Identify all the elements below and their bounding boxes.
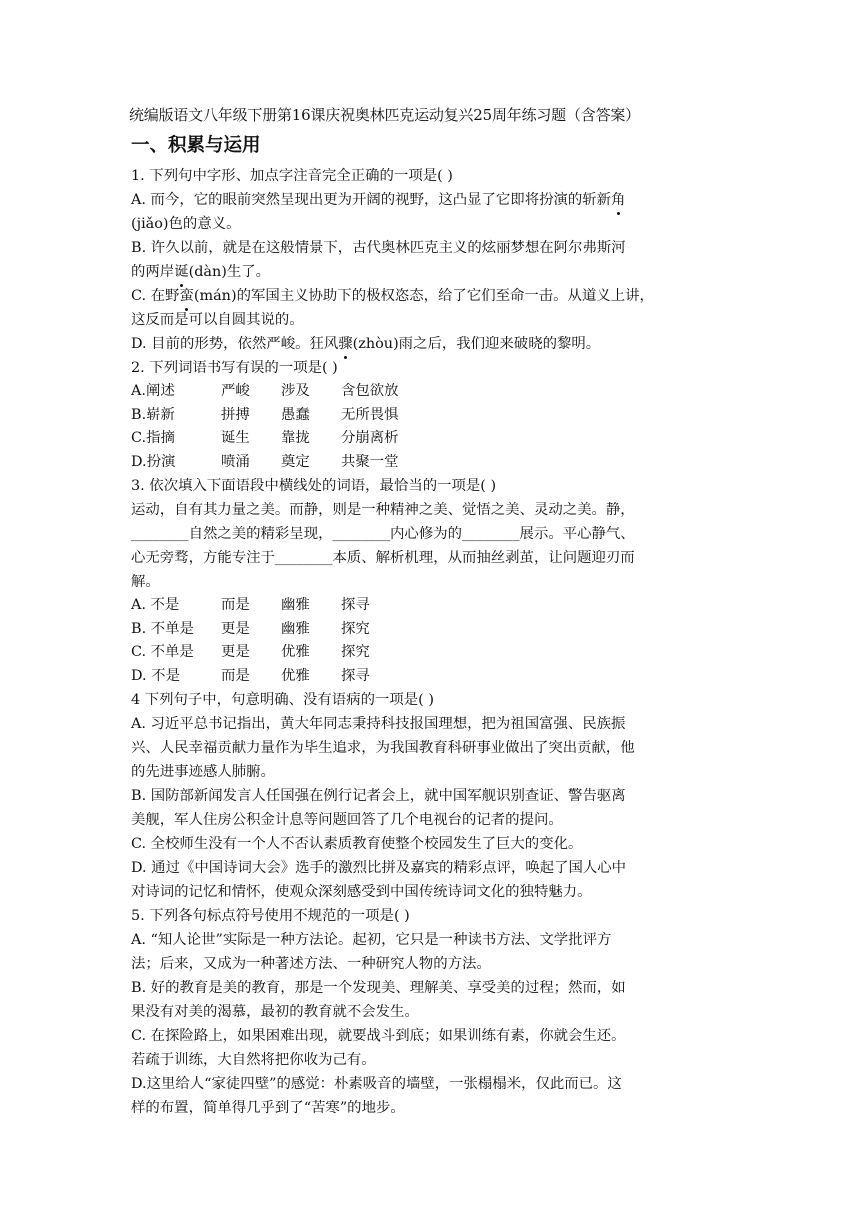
emphasis-dot-char: 骤 (338, 332, 352, 356)
question-5 (131, 904, 731, 1120)
option-cell: 更是 (221, 620, 250, 637)
question-4-option-d: D. 通过《中国诗词大会》选手的激烈比拼及嘉宾的精彩点评，唤起了国人心中 (131, 860, 627, 876)
question-4-option-a: A. 习近平总书记指出，黄大年同志秉持科技报国理想，把为祖国富强、民族振 (131, 716, 626, 732)
option-cell: 喷涌 (221, 453, 250, 470)
option-cell: B.崭新 (131, 406, 175, 423)
option-cell: 更是 (221, 644, 250, 660)
question-5-option-a: A. “知人论世”实际是一种方法论。起初，它只是一种读书方法、文学批评方 (131, 932, 612, 948)
question-1-option-b-cont: 的两岸诞(dàn)生了。 (131, 260, 731, 284)
question-1-stem: 1. 下列句中字形、加点字注音完全正确的一项是( ) (131, 168, 453, 184)
question-1 (131, 164, 731, 356)
option-cell: 靠拢 (281, 430, 310, 446)
question-5-option-b: B. 好的教育是美的教育，那是一个发现美、理解美、享受美的过程；然而，如 (131, 980, 626, 996)
question-1-option-a: A. 而今，它的眼前突然呈现出更为开阔的视野，这凸显了它即将扮演的斩新角 (131, 188, 731, 212)
question-3-passage: 解。 (131, 574, 160, 590)
option-cell: A. 不是 (131, 597, 180, 613)
question-5-option-d-cont: 样的布置，简单得几乎到了“苦寒”的地步。 (131, 1100, 405, 1116)
option-cell: 无所畏惧 (341, 406, 399, 423)
option-cell: 含包欲放 (341, 383, 399, 399)
option-cell: 拼搏 (221, 406, 250, 423)
option-cell: 幽雅 (281, 620, 310, 637)
option-cell: D. 不是 (131, 667, 180, 684)
question-3-passage: 心无旁骛，方能专注于________本质、解析机理，从而抽丝剥茧，让问题迎刃而 (131, 550, 635, 566)
emphasis-dot-char: 角 (611, 188, 625, 212)
option-cell: 幽雅 (281, 597, 310, 613)
option-cell: 愚蠢 (281, 406, 310, 423)
question-4-option-b-cont: 美舰，军人住房公积金计息等问题回答了几个电视台的记者的提问。 (131, 812, 563, 828)
option-cell: 优雅 (281, 667, 310, 684)
question-4-option-a-cont: 的先进事迹感人肺腑。 (131, 764, 275, 780)
option-cell: 共聚一堂 (341, 453, 399, 470)
question-3-passage: ________自然之美的精彩呈现，________内心修为的________展示。平心静气、 (131, 526, 635, 542)
question-1-option-c: C. 在野蛮(mán)的军国主义协助下的极权恣态，给了它们至命一击。从道义上讲， (131, 284, 731, 308)
question-1-option-d: D. 目前的形势，依然严峻。狂风骤(zhòu)雨之后，我们迎来破晓的黎明。 (131, 332, 731, 356)
question-3-passage: 运动，自有其力量之美。而静，则是一种精神之美、觉悟之美、灵动之美。静， (131, 502, 635, 518)
option-cell: 涉及 (281, 383, 310, 399)
question-4 (131, 688, 731, 904)
question-3-stem: 3. 依次填入下面语段中横线处的词语，最恰当的一项是( ) (131, 478, 497, 494)
option-cell: 诞生 (221, 430, 250, 446)
question-3-options (131, 594, 731, 688)
question-4-option-d-cont: 对诗词的记忆和情怀，使观众深刻感受到中国传统诗词文化的独特魅力。 (131, 884, 592, 900)
option-cell: 而是 (221, 597, 250, 613)
question-4-stem: 4 下列句子中，句意明确、没有语病的一项是( ) (131, 692, 434, 708)
question-1-option-a-cont: (jiǎo)色的意义。 (131, 216, 241, 232)
question-5-option-c: C. 在探险路上，如果困难出现，就要战斗到底；如果训练有素，你就会生还。 (131, 1028, 626, 1044)
question-2-stem: 2. 下列词语书写有误的一项是( ) (131, 360, 338, 376)
option-cell: A.阐述 (131, 383, 175, 399)
section-heading: 一、积累与运用 (131, 135, 261, 156)
option-cell: 探究 (341, 620, 370, 637)
option-cell: 探寻 (341, 597, 370, 613)
question-1-option-c-cont: 这反而是可以自圆其说的。 (131, 312, 304, 328)
question-4-option-c: C. 全校师生没有一个人不否认素质教育使整个校园发生了巨大的变化。 (131, 836, 583, 852)
document-title: 统编版语文八年级下册第16课庆祝奥林匹克运动复兴25周年练习题（含答案） (129, 106, 640, 124)
question-5-option-c-cont: 若疏于训练，大自然将把你收为己有。 (131, 1052, 376, 1068)
option-cell: 探寻 (341, 667, 370, 684)
question-5-option-b-cont: 果没有对美的渴慕，最初的教育就不会发生。 (131, 1004, 419, 1020)
question-5-option-a-cont: 法；后来，又成为一种著述方法、一种研究人物的方法。 (131, 956, 491, 972)
document-body (131, 103, 731, 1120)
emphasis-dot-char: 诞 (174, 260, 188, 284)
option-cell: 奠定 (281, 453, 310, 470)
question-2-options (131, 380, 731, 474)
option-cell: 分崩离析 (341, 430, 399, 446)
option-cell: B. 不单是 (131, 620, 194, 637)
question-2 (131, 356, 731, 474)
option-cell: 优雅 (281, 644, 310, 660)
option-cell: 探究 (341, 644, 370, 660)
question-5-stem: 5. 下列各句标点符号使用不规范的一项是( ) (131, 908, 410, 924)
question-1-option-b: B. 许久以前，就是在这般情景下，古代奥林匹克主义的炫丽梦想在阿尔弗斯河 (131, 240, 626, 256)
question-4-option-b: B. 国防部新闻发言人任国强在例行记者会上，就中国军舰识别查证、警告驱离 (131, 788, 626, 804)
question-3 (131, 474, 731, 688)
option-cell: 而是 (221, 667, 250, 684)
option-cell: D.扮演 (131, 453, 176, 470)
question-5-option-d: D.这里给人“家徒四壁”的感觉：朴素吸音的墙壁，一张榻榻米，仅此而已。这 (131, 1076, 622, 1092)
emphasis-dot-char: 蛮 (179, 284, 193, 308)
option-cell: C.指摘 (131, 430, 175, 446)
question-4-option-a-cont: 兴、人民幸福贡献力量作为毕生追求，为我国教育科研事业做出了突出贡献，他 (131, 740, 635, 756)
option-cell: C. 不单是 (131, 644, 194, 660)
option-cell: 严峻 (221, 383, 250, 399)
